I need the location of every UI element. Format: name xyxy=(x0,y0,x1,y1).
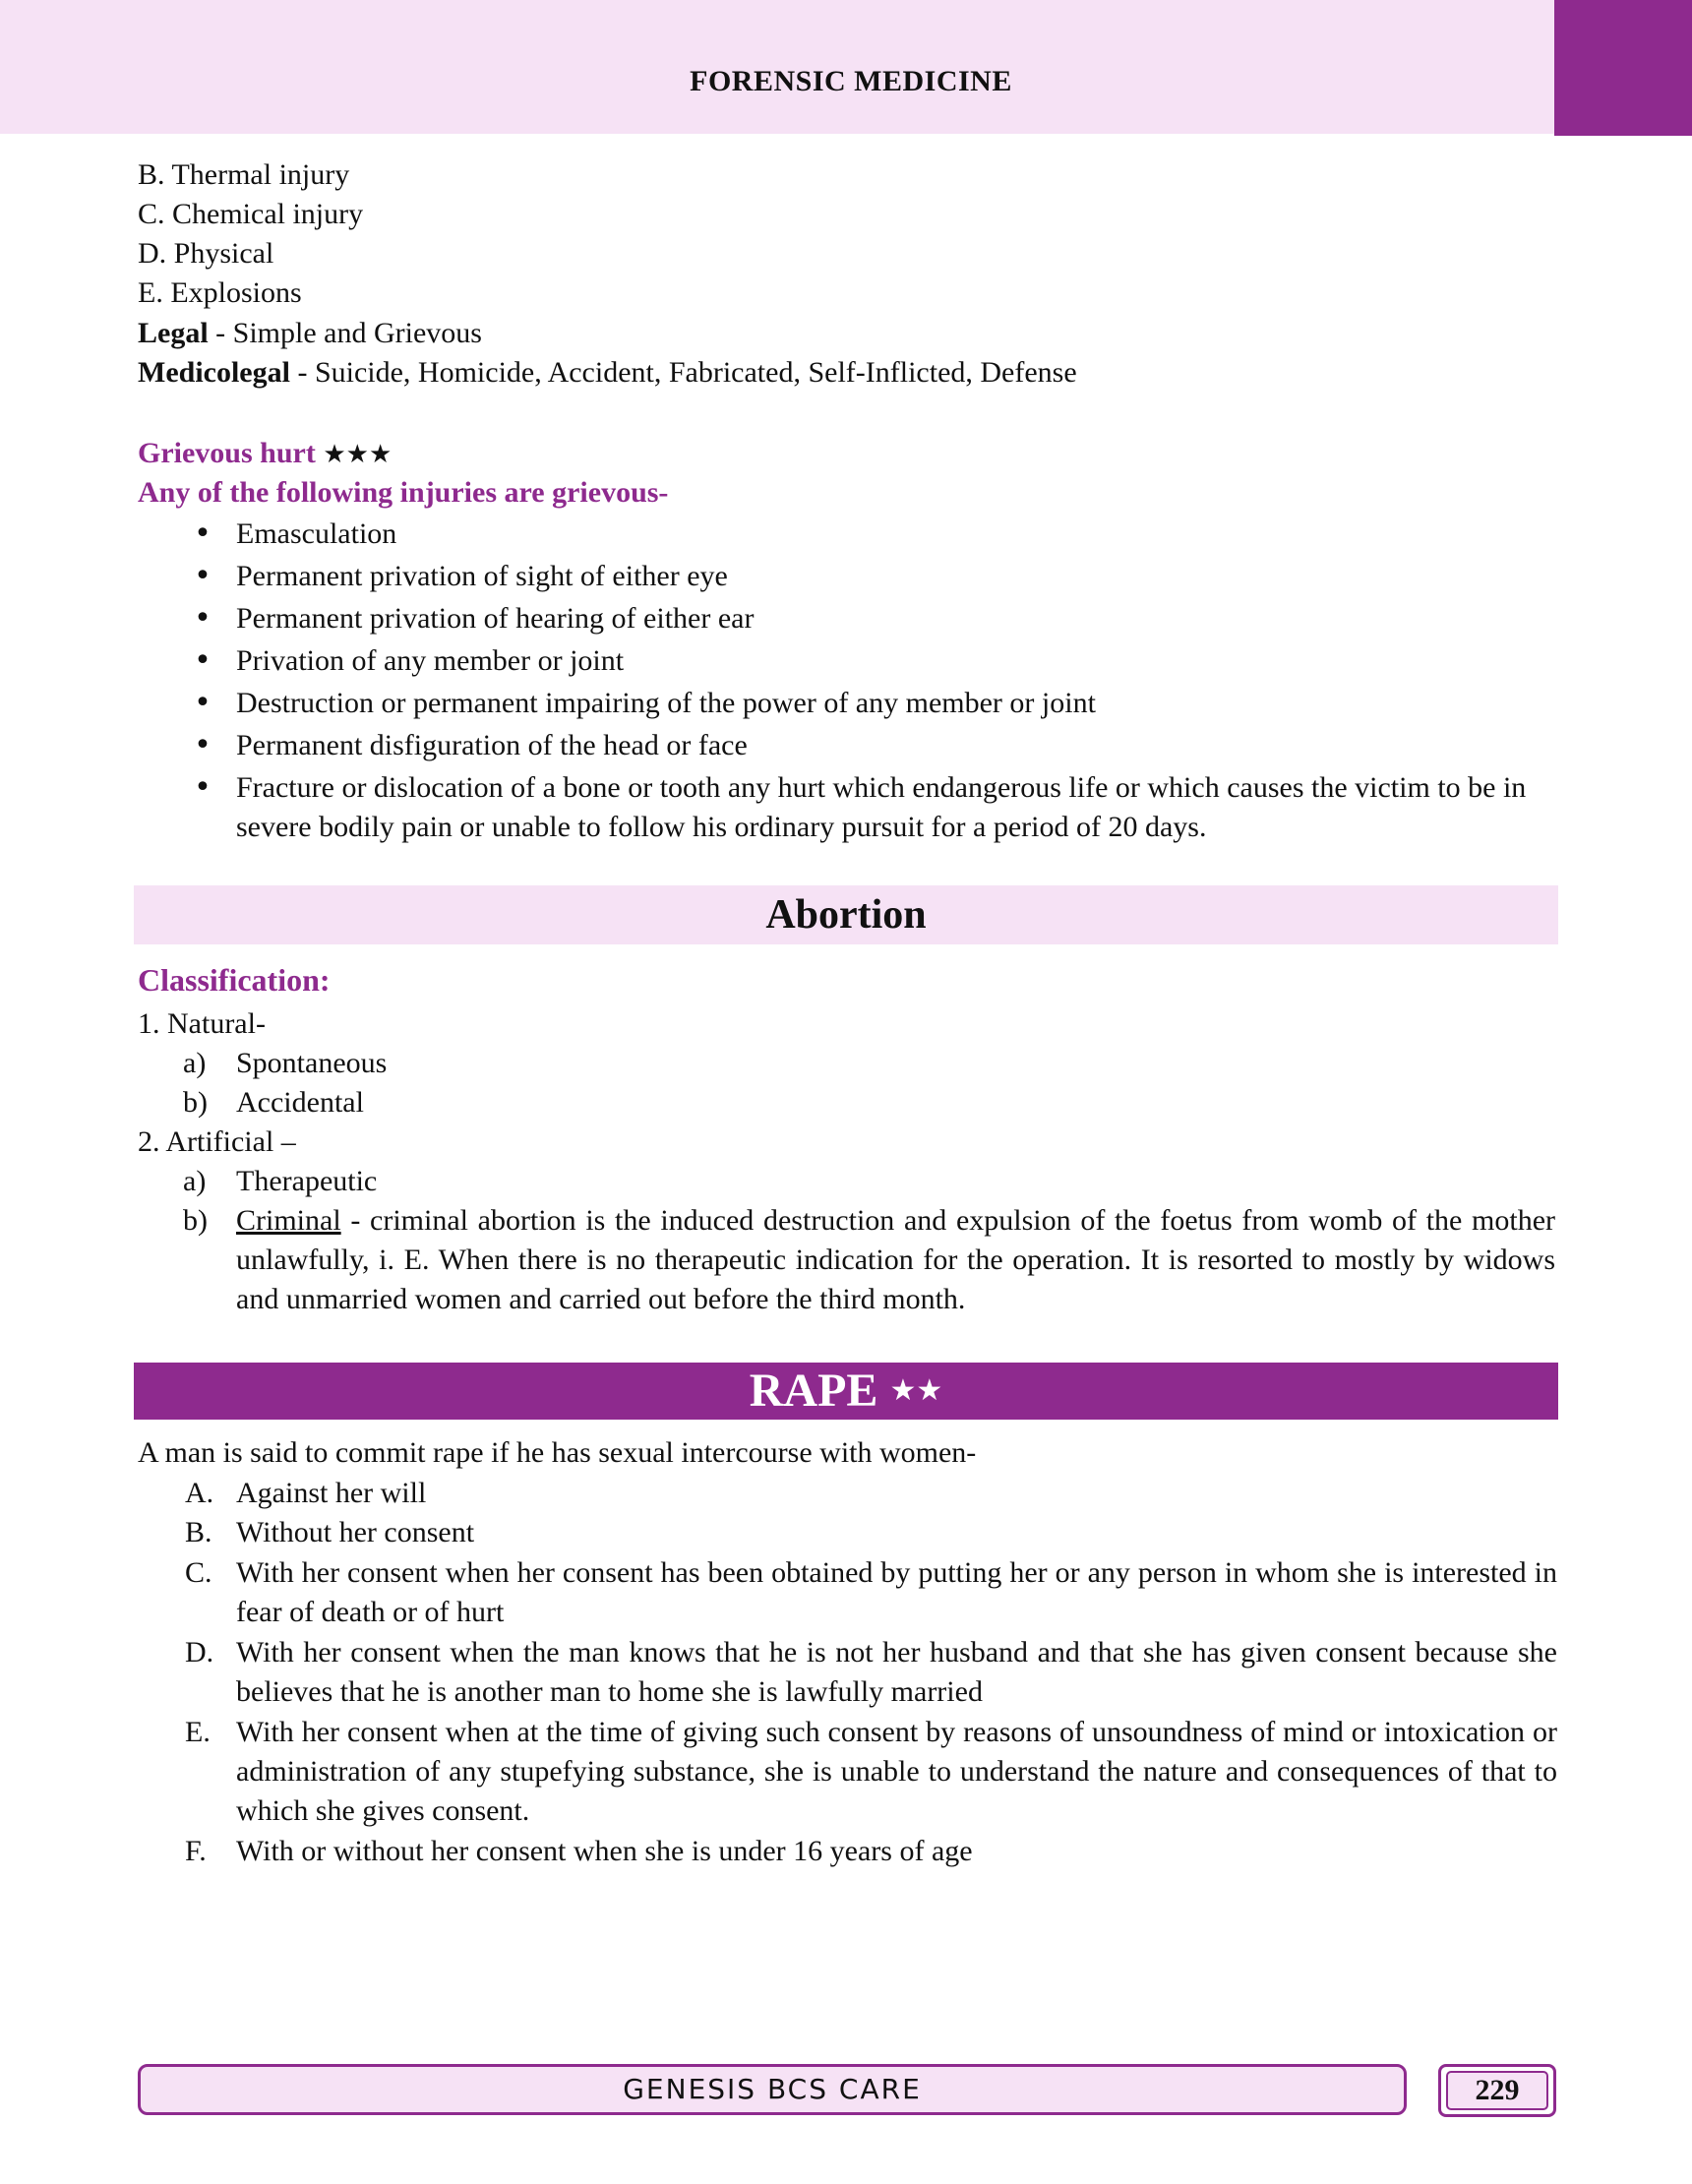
list-item-text: Spontaneous xyxy=(236,1047,388,1079)
list-item-text: With her consent when the man knows that he is not her husband and that she has given consent because she believes that he is another man to home she is lawfully married xyxy=(236,1636,1557,1708)
list-item-text xyxy=(236,1201,1555,1319)
list-marker: B. xyxy=(185,1516,212,1548)
list-marker: a) xyxy=(183,1047,207,1079)
list-item-text: With her consent when at the time of giving such consent by reasons of unsoundness of mind or intoxication or administration of any stupefying substance, she is unable to understand the nature and consequences of that to which she gives consent. xyxy=(236,1716,1557,1827)
page-number: 229 xyxy=(1475,2074,1520,2106)
list-marker: C. xyxy=(185,1556,212,1589)
list-item xyxy=(189,515,1556,554)
medicolegal-text: - Suicide, Homicide, Accident, Fabricated, Self-Inflicted, Defense xyxy=(289,356,1077,389)
list-item-text: Without her consent xyxy=(236,1516,475,1548)
abortion-section-title: Abortion xyxy=(765,892,927,938)
list-item xyxy=(185,1553,1557,1632)
list-item xyxy=(183,1201,1555,1319)
list-item-text: Permanent privation of hearing of either ear xyxy=(236,602,755,635)
natural-label: 1. Natural- xyxy=(138,1007,266,1040)
list-item-text: With her consent when her consent has been obtained by putting her or any person in whom she is interested in fear of death or of hurt xyxy=(236,1556,1557,1628)
medicolegal-line xyxy=(138,353,1077,393)
list-item-text: Emasculation xyxy=(236,517,397,550)
list-item xyxy=(189,684,1556,723)
legal-line xyxy=(138,314,482,353)
list-item xyxy=(189,768,1556,847)
rape-title-text: RAPE xyxy=(749,1365,878,1417)
list-item-text: With or without her consent when she is under 16 years of age xyxy=(236,1835,973,1867)
footer-brand: GENESIS BCS CARE xyxy=(623,2073,922,2105)
rape-section-title xyxy=(134,1363,1558,1420)
injury-type-item: D. Physical xyxy=(138,237,274,270)
grievous-subheading: Any of the following injuries are grievous- xyxy=(138,476,669,509)
list-marker: a) xyxy=(183,1165,207,1197)
list-item-text: Permanent privation of sight of either eye xyxy=(236,560,728,592)
list-item-text: Destruction or permanent impairing of the power of any member or joint xyxy=(236,687,1096,719)
legal-text: - Simple and Grievous xyxy=(208,317,482,349)
list-item-text: Fracture or dislocation of a bone or tooth any hurt which endangerous life or which causes the victim to be in severe bodily pain or unable to follow his ordinary pursuit for a period of 20 days. xyxy=(236,771,1527,843)
importance-stars-icon: ★★★ xyxy=(323,440,393,469)
injury-type-item: B. Thermal injury xyxy=(138,158,350,191)
injury-type-item: C. Chemical injury xyxy=(138,198,364,230)
list-item-text: Privation of any member or joint xyxy=(236,644,625,677)
bullet-icon: • xyxy=(194,643,212,678)
criminal-term: Criminal xyxy=(236,1204,341,1237)
list-marker: A. xyxy=(185,1477,214,1509)
list-item xyxy=(185,1832,1557,1871)
rape-intro: A man is said to commit rape if he has sexual intercourse with women- xyxy=(138,1436,977,1469)
list-marker: F. xyxy=(185,1835,207,1867)
bullet-icon: • xyxy=(194,559,212,593)
list-item-text: Against her will xyxy=(236,1477,427,1509)
list-marker: b) xyxy=(183,1204,208,1237)
bullet-icon: • xyxy=(194,728,212,762)
list-item xyxy=(183,1044,1555,1083)
artificial-label: 2. Artificial – xyxy=(138,1125,296,1158)
classification-heading: Classification: xyxy=(138,962,331,998)
grievous-heading-text: Grievous hurt xyxy=(138,437,316,469)
medicolegal-label: Medicolegal xyxy=(138,356,290,389)
bullet-icon: • xyxy=(194,601,212,636)
list-item xyxy=(185,1474,1557,1513)
legal-label: Legal xyxy=(138,317,209,349)
list-item xyxy=(189,641,1556,681)
list-item xyxy=(183,1083,1555,1122)
injury-type-item: E. Explosions xyxy=(138,276,302,309)
list-item xyxy=(185,1513,1557,1552)
list-marker: E. xyxy=(185,1716,211,1748)
list-marker: b) xyxy=(183,1086,208,1119)
criminal-definition: - criminal abortion is the induced destruction and expulsion of the foetus from womb of the mother unlawfully, i. E. When there is no therapeutic indication for the operation. It is resorted to mostly by widows and unmarried women and carried out before the third month. xyxy=(236,1204,1555,1315)
list-item xyxy=(189,557,1556,596)
list-item-text: Therapeutic xyxy=(236,1165,378,1197)
running-header-title: FORENSIC MEDICINE xyxy=(690,65,1012,97)
list-item xyxy=(189,726,1556,765)
list-item xyxy=(185,1633,1557,1712)
list-item-text: Accidental xyxy=(236,1086,364,1119)
list-item xyxy=(185,1713,1557,1831)
list-item xyxy=(183,1162,1555,1201)
grievous-heading xyxy=(138,434,392,474)
list-item xyxy=(189,599,1556,638)
bullet-icon: • xyxy=(194,770,212,805)
importance-stars-icon: ★★ xyxy=(889,1373,943,1408)
bullet-icon: • xyxy=(194,686,212,720)
list-item-text: Permanent disfiguration of the head or face xyxy=(236,729,748,761)
bullet-icon: • xyxy=(194,516,212,551)
list-marker: D. xyxy=(185,1636,214,1668)
